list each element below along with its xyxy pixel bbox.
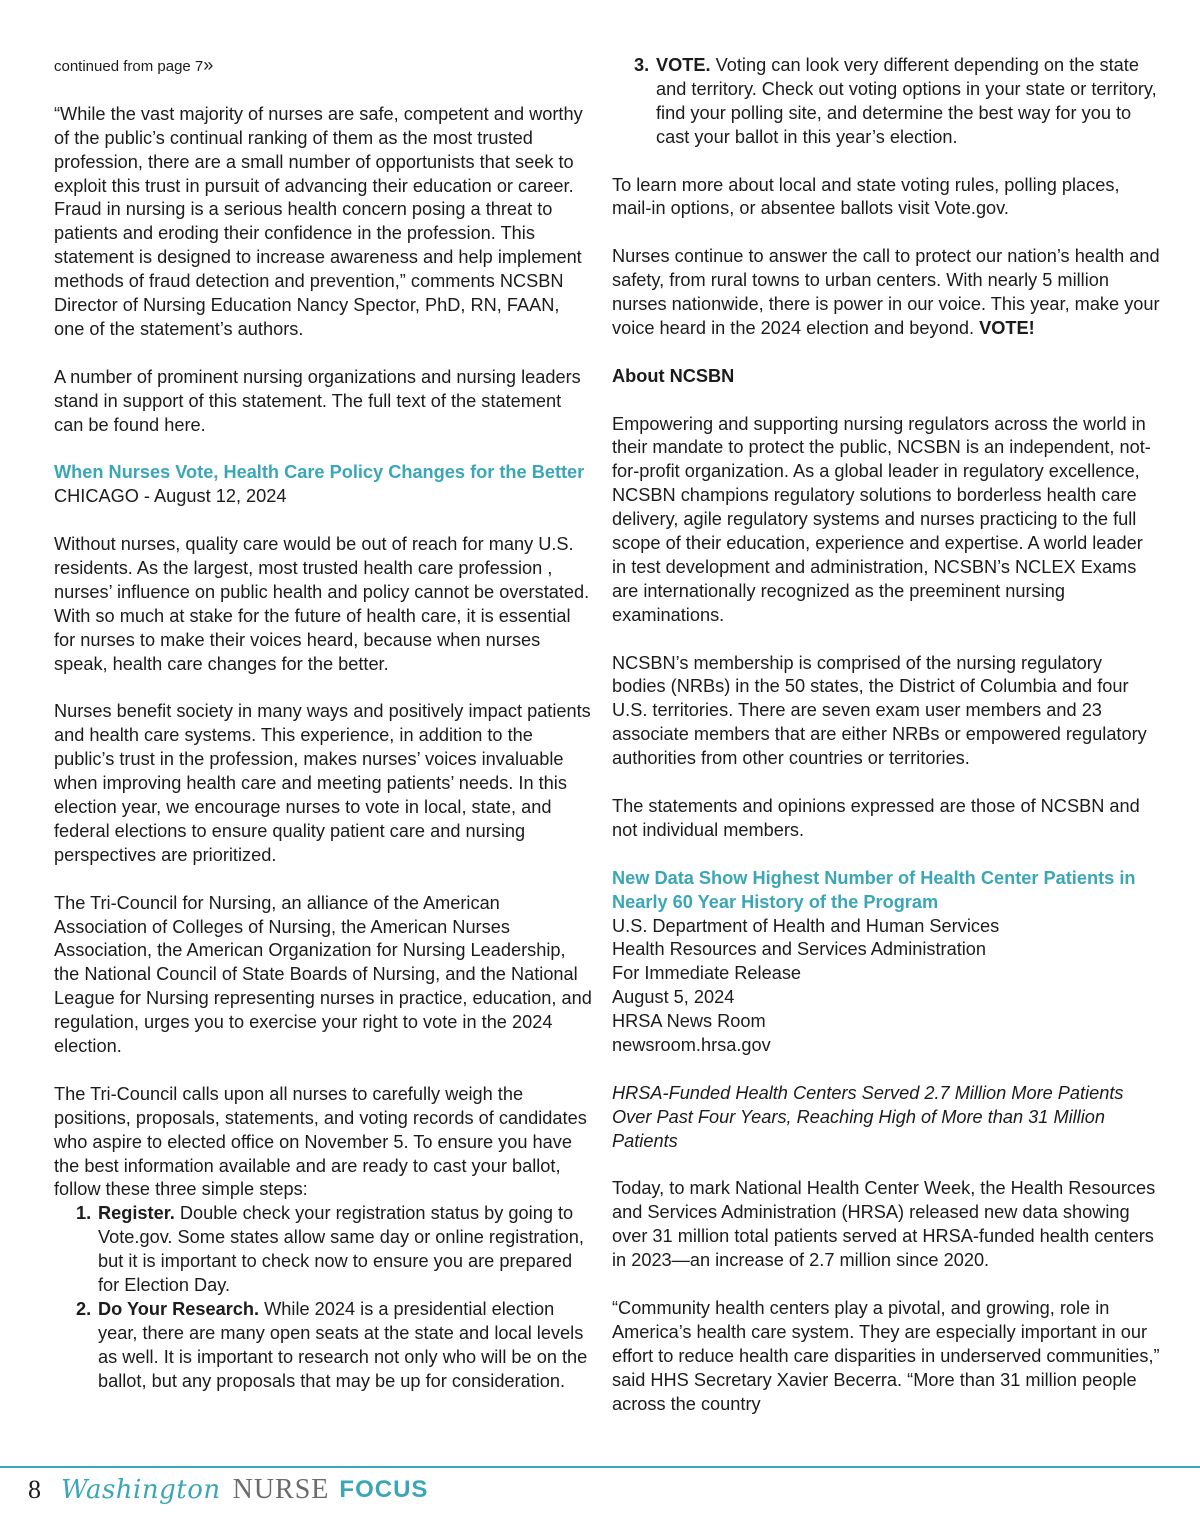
continued-note-text: continued from page 7 <box>54 58 204 75</box>
continue-text: Nurses continue to answer the call to protect our nation’s health and safety, from rural towns to urban centers. With nearly 5 million nurses nationwide, there is power in our voice. This year, make your voice heard in the 2024 election and beyond. <box>612 246 1160 338</box>
hrsa-article-heading: New Data Show Highest Number of Health Center Patients in Nearly 60 Year History of the Program <box>612 867 1136 912</box>
continued-note <box>54 54 594 79</box>
hrsa-line: August 5, 2024 <box>612 987 735 1008</box>
right-column <box>612 54 1160 1417</box>
quote-paragraph: “While the vast majority of nurses are safe, competent and worthy of the public’s continual ranking of them as the most trusted profession, there are a small number of opportunists that seek to exploit this trust in pursuit of advancing their education or career. Fraud in nursing is a serious health concern posing a threat to patients and eroding their confidence in the profession. This statement is designed to increase awareness and help implement methods of fraud detection and prevention,” comments NCSBN Director of Nursing Education Nancy Spector, PhD, RN, FAAN, one of the statement’s authors. <box>54 103 583 339</box>
benefit-paragraph: Nurses benefit society in many ways and positively impact patients and health care systems. This experience, in addition to the public’s trust in the profession, makes nurses’ voices invaluable when improving health care and meeting patients’ needs. In this election year, we encourage nurses to vote in local, state, and federal elections to ensure quality patient care and nursing perspectives are prioritized. <box>54 701 591 865</box>
voting-steps-list <box>54 1202 594 1393</box>
footer-rule <box>0 1466 1200 1468</box>
step-lead: Do Your Research. <box>98 1299 260 1320</box>
brand-washington: Washington <box>61 1475 221 1505</box>
vote-article-heading: When Nurses Vote, Health Care Policy Changes for the Better <box>54 462 585 483</box>
step-number: 3. <box>634 55 650 75</box>
hrsa-line: U.S. Department of Health and Human Services <box>612 915 1000 936</box>
left-column <box>54 54 594 1394</box>
today-paragraph: Today, to mark National Health Center Week, the Health Resources and Services Administration (HRSA) released new data showing over 31 million total patients served at HRSA-funded health centers in 2023—an increase of 2.7 million since 2020. <box>612 1178 1156 1271</box>
step-number: 2. <box>76 1299 92 1320</box>
learn-more-paragraph: To learn more about local and state voting rules, polling places, mail-in options, or absentee ballots visit Vote.gov. <box>612 174 1120 219</box>
page-number: 8 <box>28 1475 41 1504</box>
step-number: 1. <box>76 1203 92 1224</box>
hrsa-line: For Immediate Release <box>612 963 802 984</box>
continue-paragraph <box>612 245 1160 341</box>
brand-nurse: NURSE <box>232 1474 330 1505</box>
statements-paragraph: The statements and opinions expressed are those of NCSBN and not individual members. <box>612 796 1140 840</box>
step-lead: VOTE. <box>656 55 711 75</box>
footer <box>28 1470 428 1510</box>
about-heading: About NCSBN <box>612 365 735 386</box>
step-text: Double check your registration status by going to Vote.gov. Some states allow same day or online registration, but it is important to check now to ensure you are prepared for Election Day. <box>98 1203 584 1296</box>
hrsa-line: newsroom.hrsa.gov <box>612 1035 771 1056</box>
list-item <box>612 54 1160 150</box>
support-paragraph: A number of prominent nursing organizations and nursing leaders stand in support of this statement. The full text of the statement can be found here. <box>54 366 581 435</box>
about-paragraph: Empowering and supporting nursing regulators across the world in their mandate to protect the public, NCSBN is an independent, not-for-profit organization. As a global leader in regulatory excellence, NCSBN champions regulatory solutions to borderless health care delivery, agile regulatory systems and nurses practicing to the full scope of their education, experience and expertise. A world leader in test development and administration, NCSBN’s NCLEX Exams are internationally recognized as the preeminent nursing examinations. <box>612 413 1151 625</box>
voting-steps-list-continued <box>612 54 1160 150</box>
calls-upon-paragraph: The Tri-Council calls upon all nurses to carefully weigh the positions, proposals, statements, and voting records of candidates who aspire to elected office on November 5. To ensure you have the best information available and are ready to cast your ballot, follow these three simple steps: <box>54 1083 587 1200</box>
list-item <box>54 1202 594 1298</box>
step-lead: Register. <box>98 1203 175 1224</box>
brand-focus: FOCUS <box>339 1476 429 1503</box>
step-text: While 2024 is a presidential election year, there are many open seats at the state and local levels as well. It is important to research not only who will be on the ballot, but any proposals that may be up for consideration. <box>98 1299 588 1391</box>
community-quote-paragraph: “Community health centers play a pivotal, and growing, role in America’s health care system. They are especially important in our effort to reduce health care disparities in underserved communities,” said HHS Secretary Xavier Becerra. “More than 31 million people across the country <box>612 1297 1160 1414</box>
list-item <box>54 1298 594 1394</box>
without-nurses-paragraph: Without nurses, quality care would be out of reach for many U.S. residents. As the largest, most trusted health care profession , nurses’ influence on public health and policy cannot be overstated. With so much at stake for the future of health care, it is essential for nurses to make their voices heard, because when nurses speak, health care changes for the better. <box>54 534 590 674</box>
hrsa-subtitle: HRSA-Funded Health Centers Served 2.7 Million More Patients Over Past Four Years, Reaching High of More than 31 Million Patients <box>612 1082 1124 1151</box>
hrsa-line: Health Resources and Services Administration <box>612 939 987 960</box>
membership-paragraph: NCSBN’s membership is comprised of the nursing regulatory bodies (NRBs) in the 50 states, the District of Columbia and four U.S. territories. There are seven exam user members and 23 associate members that are either NRBs or empowered regulatory authorities from other countries or territories. <box>612 652 1147 769</box>
step-text: Voting can look very different depending on the state and territory. Check out voting options in your state or territory, find your polling site, and determine the best way for you to cast your ballot in this year’s election. <box>656 55 1157 147</box>
hrsa-line: HRSA News Room <box>612 1011 766 1032</box>
hrsa-dateline-block <box>612 915 1160 1058</box>
tri-council-paragraph: The Tri-Council for Nursing, an alliance of the American Association of Colleges of Nursing, the American Nurses Association, the American Organization for Nursing Leadership, the National Council of State Boards of Nursing, and the National League for Nursing representing nurses in practice, education, and regulation, urges you to exercise your right to vote in the 2024 election. <box>54 892 592 1057</box>
vote-emphasis: VOTE! <box>979 317 1035 338</box>
vote-dateline: CHICAGO - August 12, 2024 <box>54 486 287 507</box>
continued-arrow: » <box>203 55 214 75</box>
